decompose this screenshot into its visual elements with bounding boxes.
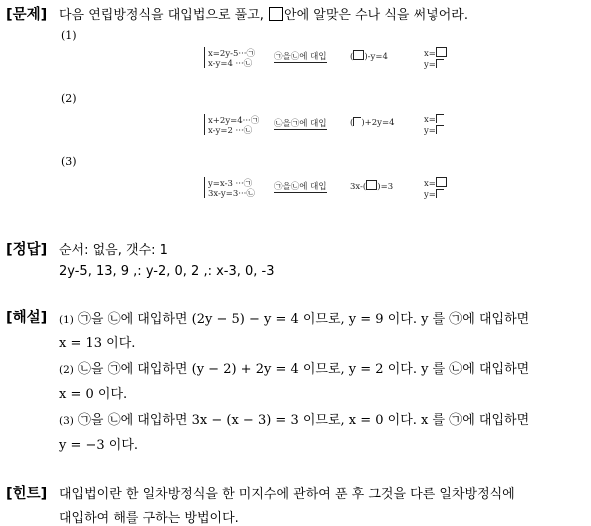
item-number: (2) [61,92,77,105]
step-text: ㉡을㉠에 대입 [274,119,327,129]
item-number: (3) [61,155,77,168]
system-figure-1 [204,47,454,69]
problem-label: [문제] [6,7,48,23]
answer-blank-icon [436,189,444,198]
answer-blank-icon [436,125,444,134]
explanation-line: x = 0 이다. [59,387,128,402]
result: x= y= [424,114,444,136]
answer-blank-icon [436,59,444,68]
result: x= y= [424,47,447,70]
blank-box-icon [269,7,283,21]
answer-box-icon [353,50,364,60]
explanation-line: y = −3 이다. [59,438,139,453]
substitution: 3x-( )=3 [350,182,394,192]
system-figure-3 [204,177,454,199]
step-text: ㉠을㉡에 대입 [274,52,327,62]
explanation-line: x = 13 이다. [59,336,136,351]
explanation-line: (2) ㉡을 ㉠에 대입하면 (y − 2) + 2y = 4 이므로, y = 2 이다. y 를 ㉡에 대입하면 [59,362,530,377]
hint-label: [힌트] [6,486,48,502]
hint-line-1: 대입법이란 한 일차방정식을 한 미지수에 관하여 푼 후 그것을 다른 일차방정식에 [59,487,515,502]
hint-line-2: 대입하여 해를 구하는 방법이다. [59,511,239,526]
explanation-label: [해설] [6,310,48,326]
answer-line-2: 2y-5, 13, 9 ,: y-2, 0, 2 ,: x-3, 0, -3 [59,264,275,279]
answer-box-icon [366,180,377,190]
item-number: (1) [61,29,77,42]
step-text: ㉠을㉡에 대입 [274,182,327,192]
instruction-part1: 다음 연립방정식을 대입법으로 풀고, [59,8,269,23]
equation-2: x-y=2 ···㉡ [208,126,253,136]
system-figure-2 [204,114,454,136]
equation-2: 3x-y=3···㉡ [208,189,255,199]
substitution: ( )+2y=4 [350,118,395,128]
explanation-line: (1) ㉠을 ㉡에 대입하면 (2y − 5) − y = 4 이므로, y = 9 이다. y 를 ㉠에 대입하면 [59,312,530,327]
answer-label: [정답] [6,242,48,258]
equation-1: y=x-3 ···㉠ [208,179,253,189]
equation-1: x=2y-5···㉠ [208,49,256,59]
answer-box-icon [436,47,447,57]
answer-line-1: 순서: 없음, 갯수: 1 [59,243,168,258]
answer-blank-icon [436,114,444,123]
equation-2: x-y=4 ···㉡ [208,59,253,69]
substitution: ( )-y=4 [350,52,388,62]
problem-instruction [59,4,468,23]
result: x= y= [424,177,447,200]
instruction-part2: 안에 알맞은 수나 식을 써넣어라. [284,8,468,23]
equation-1: x+2y=4···㉠ [208,116,260,126]
answer-box-icon [436,177,447,187]
explanation-line: (3) ㉠을 ㉡에 대입하면 3x − (x − 3) = 3 이므로, x = 0 이다. x 를 ㉠에 대입하면 [59,413,530,428]
